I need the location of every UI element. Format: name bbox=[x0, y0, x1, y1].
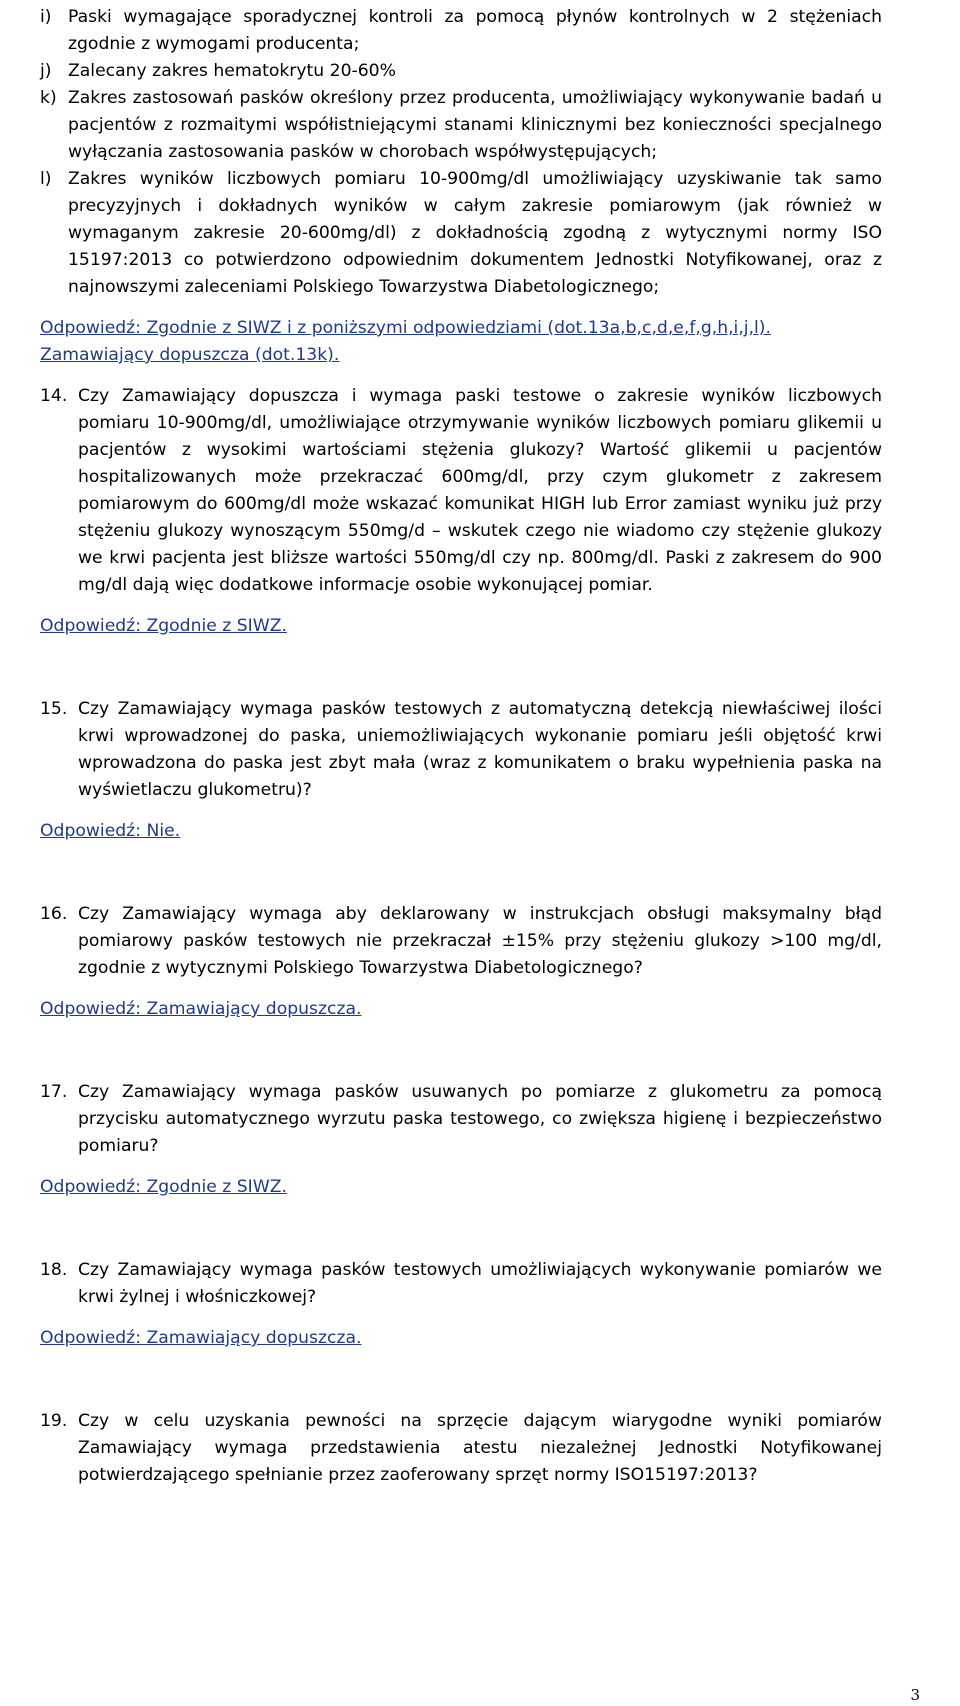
question-16 bbox=[40, 901, 882, 982]
answer-13-line1: Odpowiedź: Zgodnie z SIWZ i z poniższymi odpowiedziami (dot.13a,b,c,d,e,f,g,h,i,j,l). bbox=[40, 318, 771, 338]
spacer bbox=[40, 599, 882, 613]
spacer bbox=[40, 1160, 882, 1174]
question-19 bbox=[40, 1408, 882, 1489]
list-marker: l) bbox=[40, 169, 52, 189]
spacer bbox=[40, 369, 882, 383]
question-number: 15. bbox=[40, 699, 68, 719]
list-item-k bbox=[40, 85, 882, 166]
answer-13-line2: Zamawiający dopuszcza (dot.13k). bbox=[40, 345, 340, 365]
list-marker: k) bbox=[40, 88, 57, 108]
list-item-text: Zakres zastosowań pasków określony przez producenta, umożliwiający wykonywanie badań u pacjentów z rozmaitymi współistniejącymi stanami klinicznymi bez konieczności specjalnego wyłączania zastosowania pasków w chorobach współwystępujących; bbox=[68, 88, 882, 162]
question-text: Czy Zamawiający wymaga pasków testowych umożliwiających wykonywanie pomiarów we krwi żylnej i włośniczkowej? bbox=[78, 1260, 882, 1307]
spacer bbox=[40, 982, 882, 996]
question-text: Czy Zamawiający dopuszcza i wymaga paski testowe o zakresie wyników liczbowych pomiaru 10-900mg/dl, umożliwiające otrzymywanie wyników liczbowych pomiaru glikemii u pacjentów z wysokimi wartościami stężenia glukozy? Wartość glikemii u pacjentów hospitalizowanych może przekraczać 600mg/dl, przy czym glukometr z zakresem pomiarowym do 600mg/dl może wskazać komunikat HIGH lub Error zamiast wyniku już przy stężeniu glukozy wynoszącym 550mg/d – wskutek czego nie wiadomo czy stężenie glukozy we krwi pacjenta jest bliższe wartości 550mg/dl czy np. 800mg/dl. Paski z zakresem do 900 mg/dl dają więc dodatkowe informacje osobie wykonującej pomiar. bbox=[78, 386, 882, 595]
list-item-l bbox=[40, 166, 882, 301]
list-item-text: Zalecany zakres hematokrytu 20-60% bbox=[68, 61, 396, 81]
spacer bbox=[40, 804, 882, 818]
answer-17: Odpowiedź: Zgodnie z SIWZ. bbox=[40, 1177, 287, 1197]
list-item-text: Zakres wyników liczbowych pomiaru 10-900mg/dl umożliwiający uzyskiwanie tak samo precyzyjnych i dokładnych wyników w całym zakresie pomiarowym (jak również w wymaganym zakresie 20-600mg/dl) z dokładnością zgodną z wytycznymi normy ISO 15197:2013 co potwierdzono odpowiednim dokumentem Jednostki Notyfikowanej, oraz z najnowszymi zaleceniami Polskiego Towarzystwa Diabetologicznego; bbox=[68, 169, 882, 297]
question-number: 19. bbox=[40, 1411, 68, 1431]
answer-13 bbox=[40, 315, 882, 369]
spacer bbox=[40, 845, 882, 901]
spacer bbox=[40, 1201, 882, 1257]
question-17 bbox=[40, 1079, 882, 1160]
list-marker: j) bbox=[40, 61, 52, 81]
question-number: 18. bbox=[40, 1260, 68, 1280]
question-18 bbox=[40, 1257, 882, 1311]
list-item-text: Paski wymagające sporadycznej kontroli za pomocą płynów kontrolnych w 2 stężeniach zgodnie z wymogami producenta; bbox=[68, 7, 882, 54]
question-text: Czy w celu uzyskania pewności na sprzęcie dającym wiarygodne wyniki pomiarów Zamawiający wymaga przedstawienia atestu niezależnej Jednostki Notyfikowanej potwierdzającego spełnianie przez zaoferowany sprzęt normy ISO15197:2013? bbox=[78, 1411, 882, 1485]
spacer bbox=[40, 1311, 882, 1325]
spacer bbox=[40, 1352, 882, 1408]
question-number: 17. bbox=[40, 1082, 68, 1102]
list-marker: i) bbox=[40, 7, 52, 27]
spacer bbox=[40, 640, 882, 696]
answer-18: Odpowiedź: Zamawiający dopuszcza. bbox=[40, 1328, 362, 1348]
answer-15: Odpowiedź: Nie. bbox=[40, 821, 181, 841]
question-14 bbox=[40, 383, 882, 599]
page-number: 3 bbox=[910, 1686, 920, 1704]
question-number: 14. bbox=[40, 386, 68, 406]
question-text: Czy Zamawiający wymaga pasków testowych z automatyczną detekcją niewłaściwej ilości krwi wprowadzonej do paska, uniemożliwiających wykonanie pomiaru jeśli objętość krwi wprowadzona do paska jest zbyt mała (wraz z komunikatem o braku wypełnienia paska na wyświetlaczu glukometru)? bbox=[78, 699, 882, 800]
question-text: Czy Zamawiający wymaga pasków usuwanych po pomiarze z glukometru za pomocą przycisku automatycznego wyrzutu paska testowego, co zwiększa higienę i bezpieczeństwo pomiaru? bbox=[78, 1082, 882, 1156]
spacer bbox=[40, 301, 882, 315]
spacer bbox=[40, 1023, 882, 1079]
question-number: 16. bbox=[40, 904, 68, 924]
answer-14: Odpowiedź: Zgodnie z SIWZ. bbox=[40, 616, 287, 636]
question-15 bbox=[40, 696, 882, 804]
question-text: Czy Zamawiający wymaga aby deklarowany w instrukcjach obsługi maksymalny błąd pomiarowy pasków testowych nie przekraczał ±15% przy stężeniu glukozy >100 mg/dl, zgodnie z wytycznymi Polskiego Towarzystwa Diabetologicznego? bbox=[78, 904, 882, 978]
list-item-j bbox=[40, 58, 882, 85]
answer-16: Odpowiedź: Zamawiający dopuszcza. bbox=[40, 999, 362, 1019]
list-item-i bbox=[40, 4, 882, 58]
